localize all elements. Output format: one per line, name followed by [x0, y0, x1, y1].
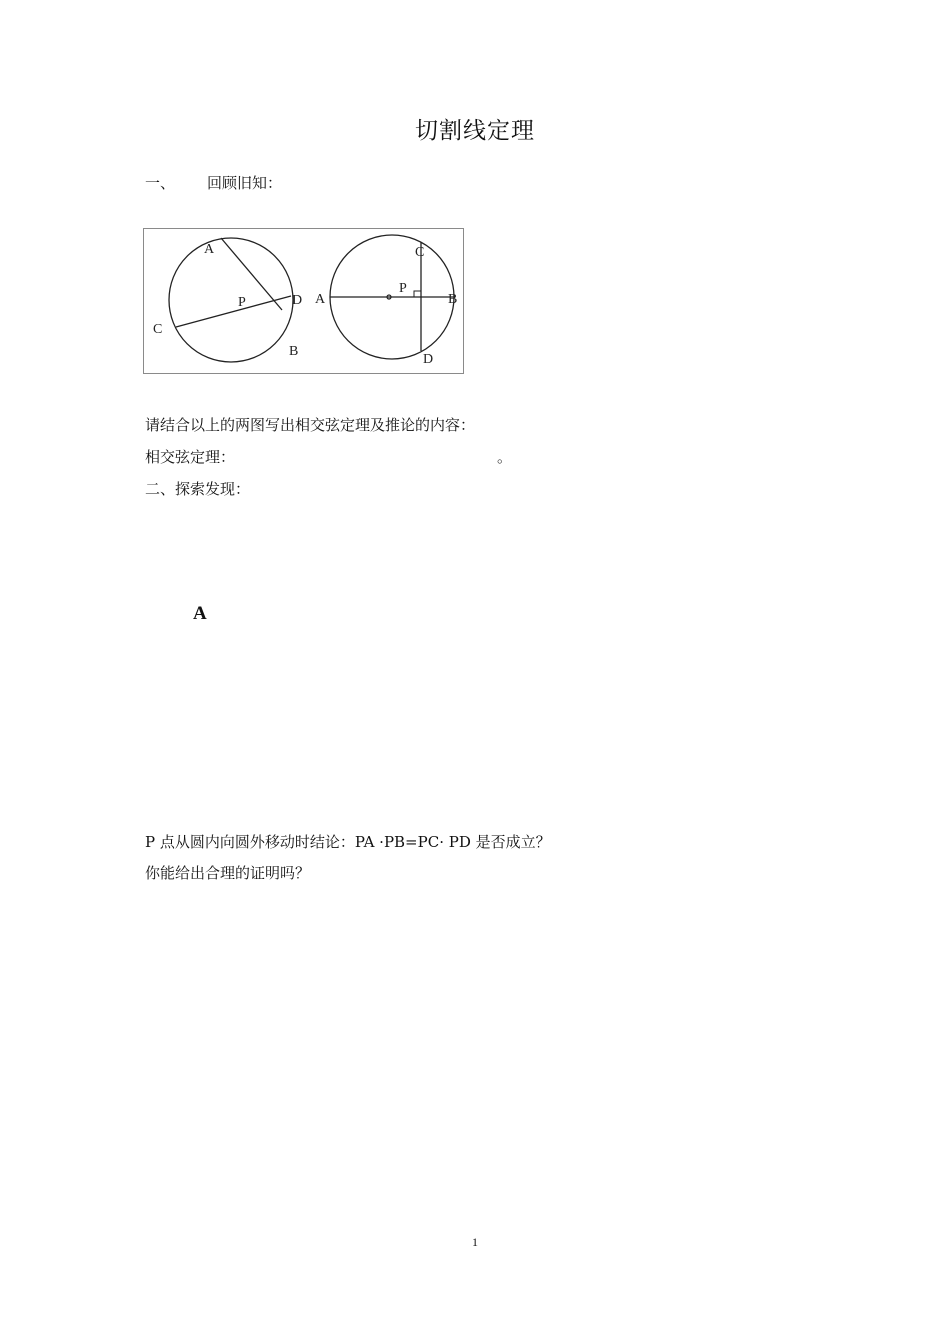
page-title: 切割线定理	[415, 118, 535, 144]
left-label-b: B	[289, 344, 299, 359]
section-1-title: 回顾旧知：	[207, 174, 283, 192]
left-label-d: D	[292, 293, 303, 308]
prompt-text: 请结合以上的两图写出相交弦定理及推论的内容：	[145, 416, 476, 434]
right-label-b: B	[448, 292, 458, 307]
right-label-a: A	[315, 292, 326, 307]
chord-figures	[143, 228, 464, 374]
left-label-a: A	[204, 242, 215, 257]
circles-diagram	[144, 229, 465, 375]
left-label-c: C	[153, 322, 163, 337]
left-chord-ab	[221, 238, 282, 310]
question-1: P 点从圆内向圆外移动时结论：PA ·PB=PC· PD 是否成立？	[145, 833, 551, 851]
theorem-end-mark: 。	[497, 448, 513, 466]
left-chord-cd	[176, 296, 291, 327]
theorem-label: 相交弦定理：	[145, 448, 236, 466]
section-1-number: 一、	[145, 174, 176, 192]
page-number: 1	[472, 1235, 478, 1249]
right-angle-mark	[414, 291, 421, 297]
section-2-heading: 二、探索发现：	[145, 480, 251, 498]
left-label-p: P	[238, 295, 246, 310]
question-2: 你能给出合理的证明吗？	[145, 864, 311, 882]
right-label-p: P	[399, 281, 407, 296]
point-a-label: A	[193, 603, 207, 624]
right-label-d: D	[423, 352, 434, 367]
right-label-c: C	[415, 245, 425, 260]
section-1-heading	[145, 172, 282, 193]
